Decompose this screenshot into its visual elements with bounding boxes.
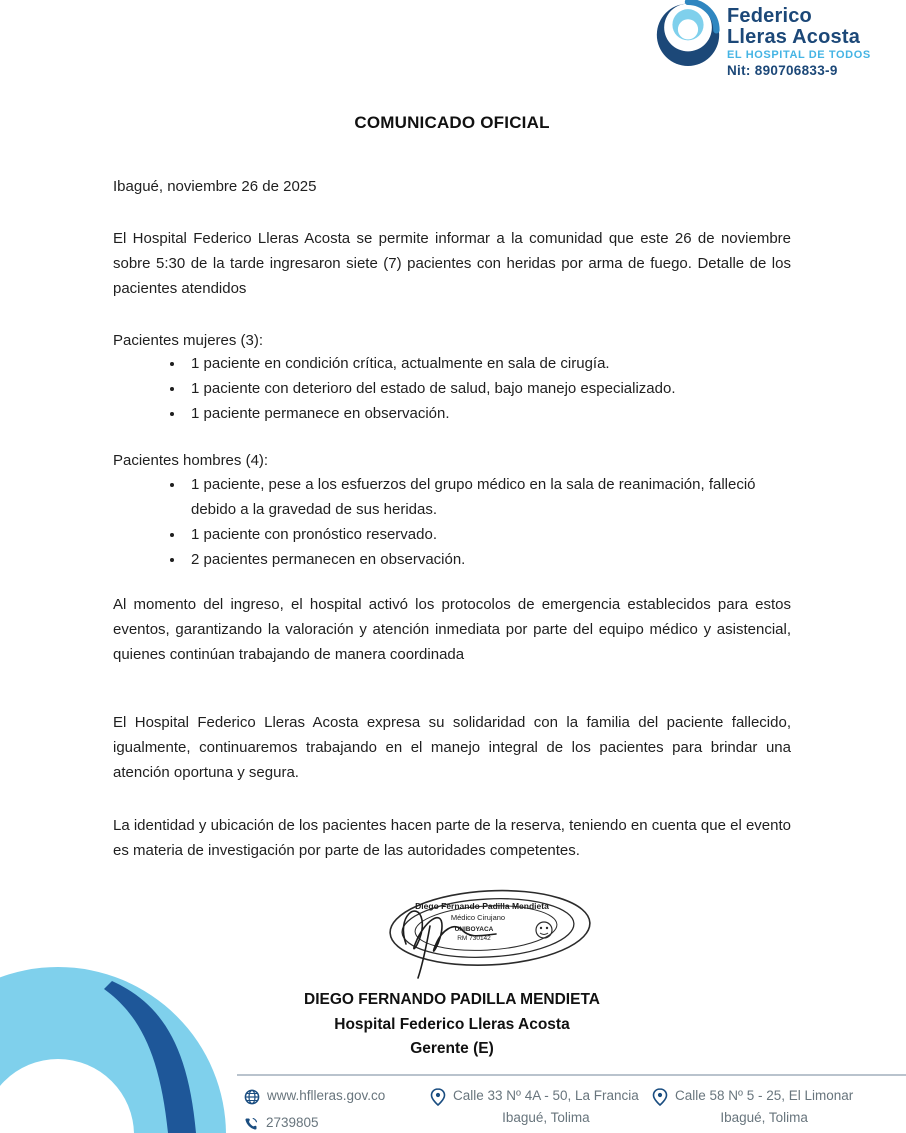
address-1-city: Ibagué, Tolima	[502, 1110, 590, 1125]
location-pin-icon	[652, 1088, 668, 1106]
footer-address-1	[430, 1087, 652, 1132]
nit-label: Nit:	[727, 63, 751, 78]
list-item: • 1 paciente, pese a los esfuerzos del grupo médico en la sala de reanimación, falleció debido a la gravedad de sus heridas.	[185, 472, 791, 522]
list-item: • 1 paciente permanece en observación.	[185, 401, 791, 426]
paragraph-solidarity: El Hospital Federico Lleras Acosta expresa su solidaridad con la familia del paciente fallecido, igualmente, continuaremos trabajando en el manejo integral de los pacientes para brindar una atención oportuna y segura.	[113, 714, 791, 781]
address-2-city: Ibagué, Tolima	[720, 1110, 808, 1125]
phone-icon	[244, 1116, 259, 1131]
address-2-street: Calle 58 Nº 5 - 25, El Limonar	[675, 1088, 854, 1103]
list-women	[113, 351, 791, 426]
list-item: • 1 paciente con deterioro del estado de salud, bajo manejo especializado.	[185, 376, 791, 401]
paragraph-protocols: Al momento del ingreso, el hospital activó los protocolos de emergencia establecidos para estos eventos, garantizando la valoración y atención inmediata por parte del equipo médico y asistencial, quienes continúan trabajando de manera coordinada	[113, 596, 791, 663]
logo-title-line2: Lleras Acosta	[727, 26, 861, 48]
signatory-role: Gerente (E)	[410, 1040, 494, 1057]
section-heading-men: Pacientes hombres (4):	[113, 452, 269, 469]
globe-icon	[244, 1089, 260, 1105]
section-heading-women: Pacientes mujeres (3):	[113, 332, 264, 349]
footer-address-2	[652, 1087, 902, 1132]
stamp-name: Diego Fernando Padilla Mendieta	[415, 901, 549, 911]
list-men	[113, 472, 791, 572]
signature-stamp	[378, 886, 598, 980]
hospital-logo-text	[727, 0, 871, 78]
paragraph-privacy: La identidad y ubicación de los pacientes hacen parte de la reserva, teniendo en cuenta que el evento es materia de investigación por parte de las autoridades competentes.	[113, 817, 791, 859]
footer-divider	[237, 1074, 906, 1076]
signatory-name: DIEGO FERNANDO PADILLA MENDIETA	[304, 991, 600, 1008]
footer	[244, 1087, 904, 1132]
footer-website: www.hflleras.gov.co	[267, 1088, 386, 1103]
footer-logo-decoration	[0, 923, 260, 1133]
address-1-street: Calle 33 Nº 4A - 50, La Francia	[453, 1088, 639, 1103]
footer-contact-column	[244, 1087, 430, 1132]
hospital-logo-icon	[655, 0, 721, 70]
hospital-logo	[655, 0, 871, 78]
logo-nit	[727, 64, 871, 78]
list-item: • 2 pacientes permanecen en observación.	[185, 547, 791, 572]
document-title: COMUNICADO OFICIAL	[354, 113, 550, 132]
footer-phone-row	[244, 1114, 319, 1132]
footer-phone: 2739805	[266, 1115, 319, 1130]
stamp-profession: Médico Cirujano	[450, 913, 506, 922]
footer-website-row	[244, 1087, 385, 1105]
nit-value: 890706833-9	[754, 63, 838, 78]
stamp-registry: RM 730142	[457, 935, 491, 942]
stamp-seal-icon	[536, 922, 552, 938]
date-line: Ibagué, noviembre 26 de 2025	[113, 178, 317, 195]
signatory-organization: Hospital Federico Lleras Acosta	[334, 1015, 570, 1033]
stamp-university: UNIBOYACA	[454, 926, 494, 933]
list-item: • 1 paciente en condición crítica, actualmente en sala de cirugía.	[185, 351, 791, 376]
location-pin-icon	[430, 1088, 446, 1106]
logo-tagline: EL HOSPITAL DE TODOS	[727, 49, 871, 61]
logo-title-line1: Federico	[727, 5, 812, 27]
paragraph-intro: El Hospital Federico Lleras Acosta se permite informar a la comunidad que este 26 de noviembre sobre 5:30 de la tarde ingresaron siete (7) pacientes con heridas por arma de fuego. Detalle de los pacientes atendidos	[113, 230, 791, 297]
list-item: • 1 paciente con pronóstico reservado.	[185, 522, 791, 547]
